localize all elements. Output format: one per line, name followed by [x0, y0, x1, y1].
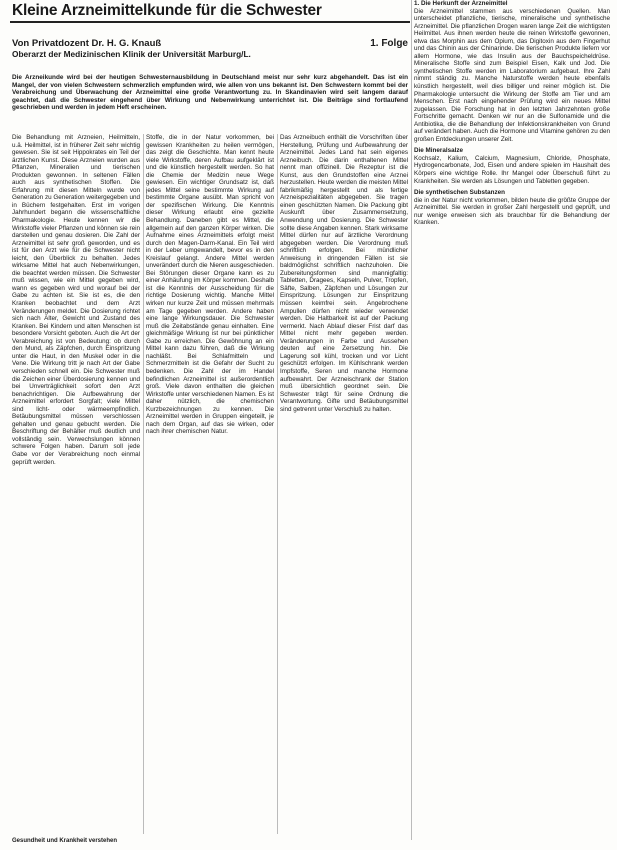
column-divider: [143, 134, 144, 834]
intro-paragraph: Die Arzneikunde wird bei der heutigen Schwesternausbildung in Deutschland meist nur sehr kurz abgehandelt. Das ist ein Mangel, der von vielen Schwestern schmerzlich empfunden wird, wie allen von uns bekannt ist. Den Schwestern kommt bei der Verabreichung und Überwachung der Arzneimittel eine große Verantwortung zu. In Skandinavien wird seit langem darauf geachtet, daß die Schwester eingehend über Wirkung und Nebenwirkung unterrichtet ist. Die Beiträge sind fortlaufend geschrieben und werden in jedem Heft erscheinen.: [12, 74, 408, 112]
article-header: [12, 38, 408, 60]
footer-line: Gesundheit und Krankheit verstehen: [12, 838, 118, 844]
column-3-text: Das Arzneibuch enthält die Vorschriften über Herstellung, Prüfung und Aufbewahrung der Arzneimittel. Jedes Land hat sein eigenes Arzneibuch. Die darin enthaltenen Mittel nennt man offizinell. Die Rezeptur ist die Kunst, aus den Grundstoffen eine Arznei herzustellen. Heute werden die meisten Mittel fabrikmäßig hergestellt und als fertige Arzneispezialitäten abgegeben. Sie tragen einen geschützten Namen. Die Packung gibt Auskunft über Zusammensetzung, Anwendung und Dosierung. Die Schwester sollte diese Angaben kennen. Stark wirksame Mittel dürfen nur auf ärztliche Verordnung abgegeben werden. Die Verordnung muß schriftlich erfolgen. Bei mündlicher Anweisung in dringenden Fällen ist sie baldmöglichst schriftlich nachzuholen. Die Zubereitungsformen sind mannigfaltig: Tabletten, Dragees, Kapseln, Pulver, Tropfen, Säfte, Salben, Zäpfchen und Lösungen zur Einspritzung. Lösungen zur Einspritzung müssen keimfrei sein. Angebrochene Ampullen dürfen nicht wieder verwendet werden. Die Haltbarkeit ist auf der Packung vermerkt. Nach Ablauf dieser Frist darf das Mittel nicht mehr gegeben werden. Veränderungen in Farbe und Aussehen deuten auf eine Zersetzung hin. Die Lagerung soll kühl, trocken und vor Licht geschützt erfolgen. Im Kühlschrank werden Impfstoffe, Seren und manche Hormone aufbewahrt. Der Arzneischrank der Station muß übersichtlich geordnet sein. Die Schwester trägt für seine Ordnung die Verantwortung. Gifte und Betäubungsmittel sind getrennt unter Verschluß zu halten.: [280, 134, 408, 413]
series-label: 1. Folge: [370, 38, 408, 49]
column-4-heading-3: Die synthetischen Substanzen: [414, 189, 505, 197]
column-4-text-2: Kochsalz, Kalium, Calcium, Magnesium, Chloride, Phosphate, Hydrogencarbonate, Jod, Eisen und andere spielen im Haushalt des Körpers eine wichtige Rolle. Ihr Mangel oder Überschuß führt zu Krankheiten. Sie werden als Lösungen und Tabletten gegeben.: [414, 154, 610, 185]
column-2-text: Stoffe, die in der Natur vorkommen, bei gewissen Krankheiten zu heilen vermögen, das zeigt die Geschichte. Man kennt heute viele Wirkstoffe, deren Aufbau aufgeklärt ist und die künstlich hergestellt werden. So hat die Chemie der Medizin neue Wege gewiesen. Ein wichtiger Grundsatz ist, daß jedes Mittel seine bestimmte Wirkung auf bestimmte Organe ausübt. Man spricht von der spezifischen Wirkung. Die Kenntnis dieser Wirkung erlaubt eine gezielte Behandlung. Daneben gibt es Mittel, die allgemein auf den ganzen Körper wirken. Die Aufnahme eines Arzneimittels erfolgt meist durch den Magen-Darm-Kanal. Ein Teil wird in der Leber umgewandelt, bevor es in den Kreislauf gelangt. Andere Mittel werden unverändert durch die Nieren ausgeschieden. Bei Störungen dieser Organe kann es zu einer Anhäufung im Körper kommen. Deshalb ist die Kenntnis der Ausscheidung für die richtige Dosierung wichtig. Manche Mittel wirken nur kurze Zeit und müssen mehrmals am Tage gegeben werden. Andere haben eine lange Wirkungsdauer. Die Schwester muß die Zeitabstände genau einhalten. Eine gleichmäßige Wirkung ist nur bei pünktlicher Gabe zu erreichen. Die Gewöhnung an ein Mittel kann dazu führen, daß die Wirkung nachläßt. Bei Schlafmitteln und Schmerzmitteln ist die Gefahr der Sucht zu bedenken. Die Zahl der im Handel befindlichen Arzneimittel ist außerordentlich groß. Viele davon enthalten die gleichen Wirkstoffe unter verschiedenen Namen. Es ist daher nützlich, die chemischen Kurzbezeichnungen zu kennen. Die Arzneimittel werden in Gruppen eingeteilt, je nach dem Organ, auf das sie wirken, oder nach ihrer chemischen Natur.: [146, 134, 274, 436]
column-4-heading-2: Die Mineralsalze: [414, 147, 463, 155]
column-2: [146, 134, 274, 842]
column-4: [414, 0, 610, 843]
column-3: [280, 134, 408, 842]
column-4-heading: 1. Die Herkunft der Arzneimittel: [414, 0, 508, 7]
column-1: [12, 134, 140, 842]
affiliation-line: Oberarzt der Medizinischen Klinik der Universität Marburg/L.: [12, 49, 251, 59]
article-title: Kleine Arzneimittelkunde für die Schwester: [12, 2, 322, 19]
column-1-text: Die Behandlung mit Arzneien, Heilmitteln, u.ä. Heilmittel, ist in früherer Zeit sehr wichtig gewesen. Sie ist seit Hippokrates ein Teil der ärztlichen Kunst. Diese Arzneien wurden aus Pflanzen, Mineralien und tierischen Produkten gewonnen. In seltenen Fällen auch aus synthetischen Stoffen. Die Erfahrung mit diesen Mitteln wurde von Generation zu Generation weitergegeben und in Büchern festgehalten. Erst im vorigen Jahrhundert begann die wissenschaftliche Pharmakologie. Heute kennen wir die Wirkstoffe vieler Pflanzen und können sie rein darstellen und genau dosieren. Die Zahl der Arzneimittel ist sehr groß geworden, und es ist für den Arzt wie für die Schwester nicht leicht, den Überblick zu behalten. Jedes wirksame Mittel hat auch Nebenwirkungen, die beachtet werden müssen. Die Schwester muß wissen, wie ein Mittel gegeben wird, wann es gegeben wird und worauf bei der Gabe zu achten ist. Sie ist es, die den Kranken beobachtet und dem Arzt Veränderungen meldet. Die Dosierung richtet sich nach Alter, Gewicht und Zustand des Kranken. Bei Kindern und alten Menschen ist besondere Vorsicht geboten. Auch die Art der Verabreichung ist von Bedeutung: ob durch den Mund, als Zäpfchen, durch Einspritzung unter die Haut, in den Muskel oder in die Vene. Die Wirkung tritt je nach Art der Gabe verschieden schnell ein. Die Schwester muß die Zeichen einer Überdosierung kennen und bei Unverträglichkeit sofort den Arzt benachrichtigen. Die Aufbewahrung der Arzneimittel erfordert Sorgfalt; viele Mittel sind licht- oder wärmeempfindlich. Betäubungsmittel müssen verschlossen gehalten und genau gebucht werden. Die Beschriftung der Behälter muß deutlich und vollständig sein. Verwechslungen können schwere Folgen haben. Darum soll jede Gabe vor der Verabreichung noch einmal geprüft werden.: [12, 134, 140, 466]
title-rule: [10, 21, 410, 23]
column-divider: [411, 0, 412, 840]
column-4-text-3: die in der Natur nicht vorkommen, bilden heute die größte Gruppe der Arzneimittel. Sie werden in großer Zahl hergestellt und geprüft, und nur wenige erweisen sich als brauchbar für die Behandlung der Kranken.: [414, 196, 610, 227]
author-line: Von Privatdozent Dr. H. G. Knauß: [12, 38, 162, 49]
column-divider: [277, 134, 278, 834]
column-4-text: Die Arzneimittel stammen aus verschiedenen Quellen. Man unterscheidet pflanzliche, tierische, mineralische und synthetische Arzneimittel. Die pflanzlichen Drogen waren lange Zeit die wichtigsten Heilmittel. Aus ihnen werden heute die reinen Wirkstoffe gewonnen, etwa das Morphin aus dem Opium, das Digitoxin aus dem Fingerhut und das Chinin aus der Chinarinde. Die tierischen Produkte liefern vor allem Hormone, wie das Insulin aus der Bauchspeicheldrüse. Mineralische Stoffe sind zum Beispiel Eisen, Kalk und Jod. Die synthetischen Stoffe werden im Laboratorium aufgebaut. Ihre Zahl nimmt ständig zu. Manche Naturstoffe werden heute ebenfalls künstlich hergestellt, weil dies billiger und reiner möglich ist. Die Pharmakologie untersucht die Wirkung der Stoffe am Tier und am Menschen. Erst nach eingehender Prüfung wird ein neues Mittel zugelassen. Die Forschung hat in den letzten Jahrzehnten große Fortschritte gemacht. Denken wir nur an die Sulfonamide und die Antibiotika, die die Behandlung der Infektionskrankheiten von Grund auf verändert haben. Auch die Hormone und Vitamine gehören zu den großen Entdeckungen unserer Zeit.: [414, 7, 610, 143]
